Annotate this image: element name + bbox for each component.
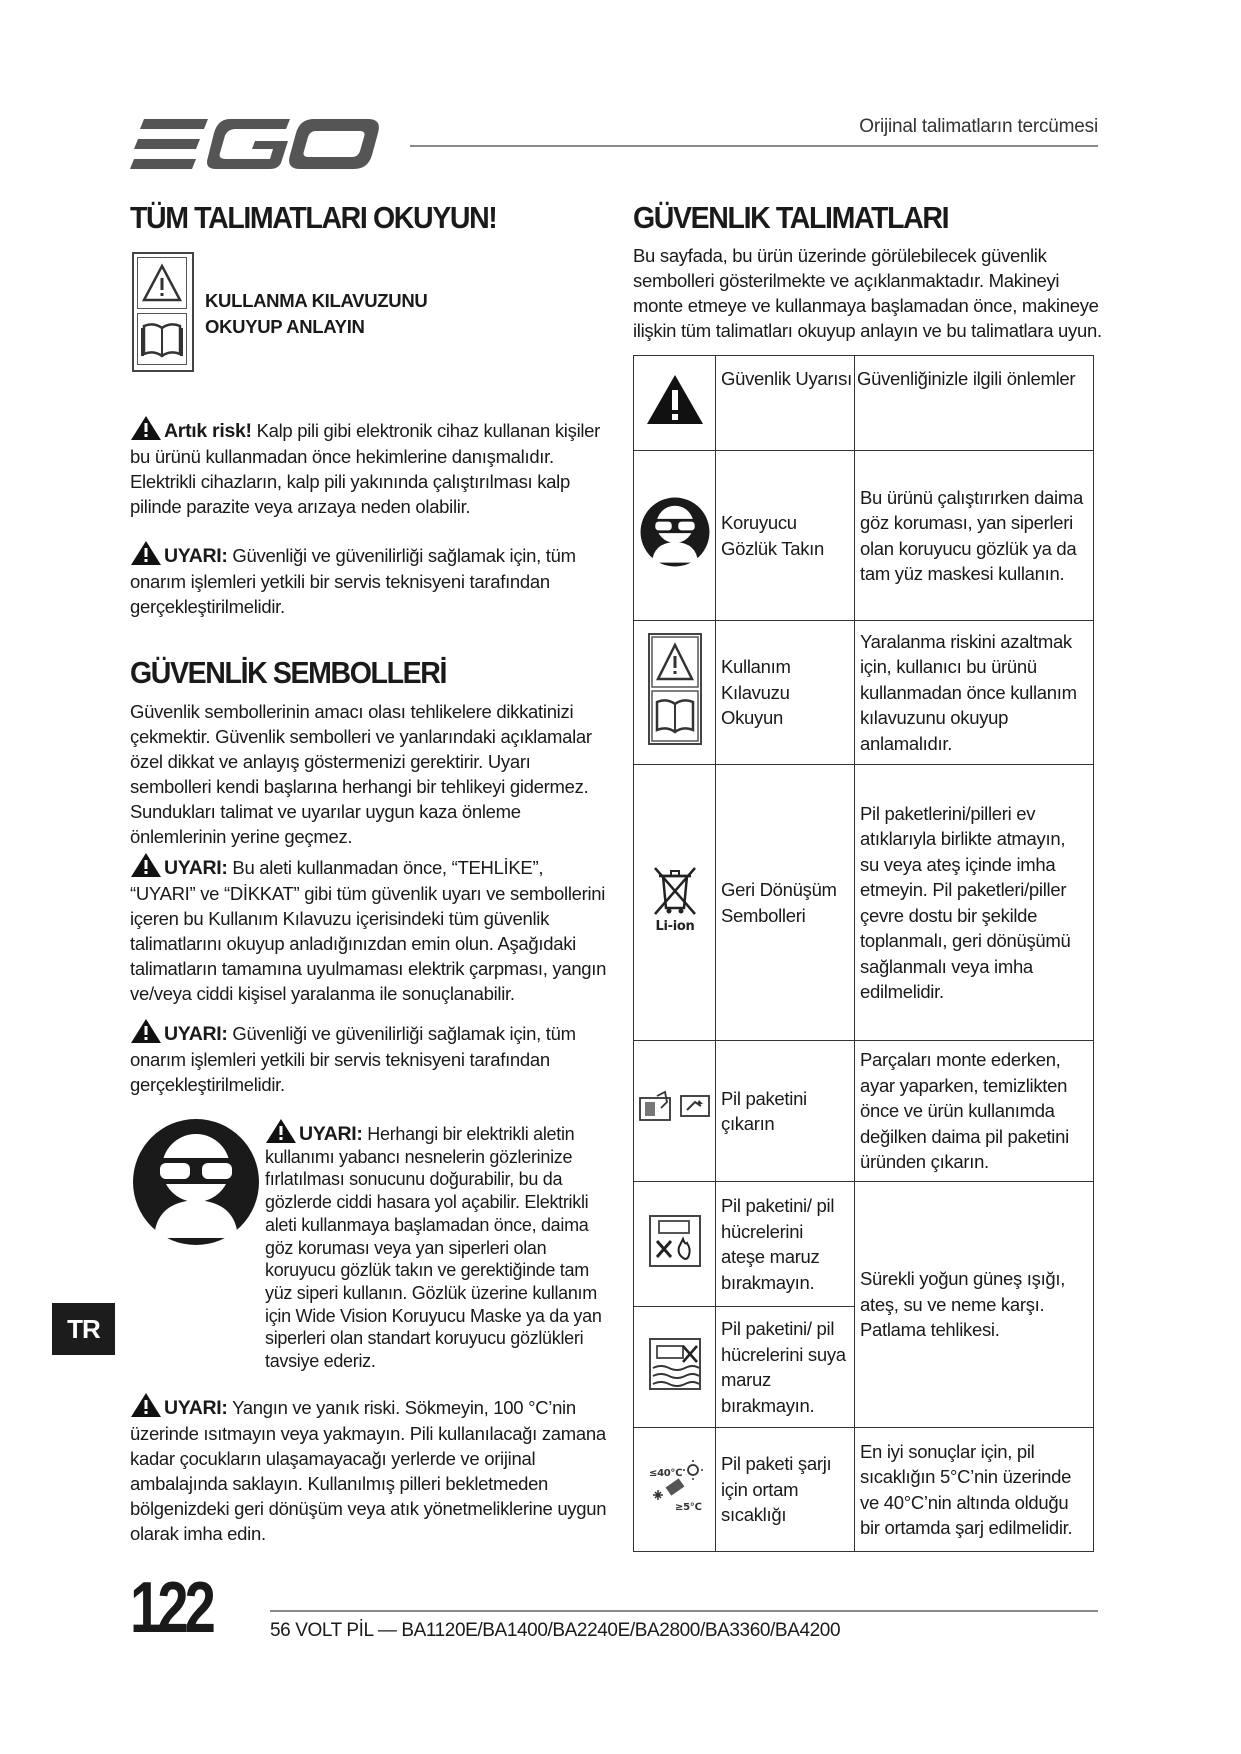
warning-triangle-icon bbox=[138, 258, 186, 308]
symbol-name: Kullanım Kılavuzu Okuyun bbox=[716, 621, 855, 765]
warning-icon bbox=[130, 1392, 162, 1418]
symbol-name: Geri Dönüşüm Sembolleri bbox=[716, 765, 855, 1041]
table-row bbox=[634, 356, 1094, 451]
symbol-name: Pil paketini çıkarın bbox=[716, 1041, 855, 1182]
crossed-bin-recycling-icon bbox=[647, 864, 703, 934]
warning-icon bbox=[130, 540, 162, 566]
fire-burn-warning: UYARI: Yangın ve yanık riski. Sökmeyin, 100 °C’nin üzerinde ısıtmayın veya yakmayın. Pili kullanılacağı zamana kadar çocukların ulaşamayacağı yerlerde ve orijinal ambalajında saklayın. Kullanılmış pilleri bekletmeden bölgenizdeki geri dönüşüm veya atık yönetmeliklerine uygun olarak imha edin. bbox=[130, 1392, 610, 1546]
symbol-description: Yaralanma riskini azaltmak için, kullanıcı bu ürünü kullanmadan önce kullanım kılavuzunu okuyup anlamalıdır. bbox=[855, 621, 1094, 765]
service-warning-1: UYARI: Güvenliği ve güvenilirliği sağlamak için, tüm onarım işlemleri yetkili bir servis teknisyeni tarafından gerçekleştirilmelidir. bbox=[130, 540, 610, 619]
symbol-description: Sürekli yoğun güneş ışığı, ateş, su ve neme karşı. Patlama tehlikesi. bbox=[855, 1182, 1094, 1428]
page-number: 122 bbox=[130, 1568, 213, 1648]
read-all-heading: TÜM TALIMATLARI OKUYUN! bbox=[130, 200, 497, 235]
warning-icon bbox=[130, 852, 162, 878]
safety-instructions-heading: GÜVENLIK TALIMATLARI bbox=[633, 200, 949, 235]
temp-max-label: ≤40℃ bbox=[648, 1468, 682, 1480]
symbol-name: Pil paketini/ pil hücrelerini ateşe maruz bırakmayın. bbox=[716, 1182, 855, 1307]
service-warning-2: UYARI: Güvenliği ve güvenilirliği sağlamak için, tüm onarım işlemleri yetkili bir servis teknisyeni tarafından gerçekleştirilmelidir. bbox=[130, 1018, 610, 1097]
warning-icon bbox=[130, 415, 162, 441]
language-tab: TR bbox=[52, 1303, 115, 1355]
temp-min-label: ≥5℃ bbox=[674, 1502, 702, 1514]
table-row bbox=[634, 1428, 1094, 1552]
charging-temperature-icon bbox=[645, 1458, 705, 1514]
read-manual-icon bbox=[647, 632, 703, 746]
safety-goggles-icon bbox=[132, 1118, 260, 1246]
footer-rule bbox=[270, 1610, 1098, 1612]
safety-goggles-icon bbox=[640, 497, 710, 567]
safety-alert-icon bbox=[645, 372, 705, 428]
remove-battery-icon bbox=[637, 1088, 713, 1128]
table-row bbox=[634, 621, 1094, 765]
table-row bbox=[634, 765, 1094, 1041]
residual-risk-notice: Artık risk! Kalp pili gibi elektronik cihaz kullanan kişiler bu ürünü kullanmadan önce hekimlerine danışmalıdır. Elektrikli cihazların, kalp pili yakınında çalıştırılması kalp pilinde parazite veya arızaya neden olabilir. bbox=[130, 415, 610, 519]
symbol-description: Parçaları monte ederken, ayar yaparken, temizlikten önce ve ürün kullanımda değilken daima pil paketini üründen çıkarın. bbox=[855, 1041, 1094, 1182]
safety-symbols-text: Güvenlik sembollerinin amacı olası tehlikelere dikkatinizi çekmektir. Güvenlik sembolleri ve yanlarındaki açıklamalar özel dikkat ve anlayış göstermenizi gerektirir. Uyarı sembolleri kendi başlarına herhangi bir tehlikeyi gidermez. Sundukları talimat ve uyarılar uygun kaza önleme önlemlerinin yerine geçmez. bbox=[130, 701, 592, 847]
symbol-name: Güvenlik Uyarısı bbox=[716, 356, 855, 451]
read-instructions-warning: UYARI: Bu aleti kullanmadan önce, “TEHLİKE”, “UYARI” ve “DİKKAT” gibi tüm güvenlik uyarı ve sembollerini içeren bu Kullanım Kılavuzu içerisindeki tüm güvenlik talimatlarını okuyup anladığınızdan emin olun. Aşağıdaki talimatların tamamına uyulmaması elektrik çarpması, yangın ve/veya ciddi kişisel yaralanma ile sonuçlanabilir. bbox=[130, 852, 610, 1006]
symbol-name: Koruyucu Gözlük Takın bbox=[716, 451, 855, 621]
symbol-description: Pil paketlerini/pilleri ev atıklarıyla birlikte atmayın, su veya ateş içinde imha etmeyin. Pil paketleri/piller çevre dostu bir şekilde toplanmalı, geri dönüşümü sağlanmalı veya imha edilmelidir. bbox=[855, 765, 1094, 1041]
warning-icon bbox=[130, 1018, 162, 1044]
symbol-name: Pil paketi şarjı için ortam sıcaklığı bbox=[716, 1428, 855, 1552]
eye-protection-warning: UYARI: Herhangi bir elektrikli aletin kullanımı yabancı nesnelerin gözlerinize fırlatılması sonucunu doğurabilir, bu da gözlerde ciddi hasara yol açabilir. Elektrikli aleti kullanmaya başlamadan önce, daima göz koruması veya yan siperleri olan koruyucu gözlük takın ve gerektiğinde tam yüz siperi kullanın. Gözlük üzerine kullanım için Wide Vision Koruyucu Maske ya da yan siperleri olan standart koruyucu gözlükleri tavsiye ederiz. bbox=[265, 1118, 605, 1373]
symbol-name: Pil paketini/ pil hücrelerini suya maruz bırakmayın. bbox=[716, 1307, 855, 1428]
header-rule bbox=[410, 145, 1098, 147]
document-subtitle: Orijinal talimatların tercümesi bbox=[859, 116, 1098, 137]
table-row bbox=[634, 1041, 1094, 1182]
symbol-description: En iyi sonuçlar için, pil sıcaklığın 5°C’nin üzerinde ve 40°C’nin altında olduğu bir ortamda şarj edilmelidir. bbox=[855, 1428, 1094, 1552]
no-fire-battery-icon bbox=[647, 1213, 703, 1269]
li-ion-label: Li-ion bbox=[655, 919, 694, 935]
table-row bbox=[634, 451, 1094, 621]
no-water-battery-icon bbox=[647, 1336, 703, 1392]
symbol-description: Güvenliğinizle ilgili önlemler bbox=[855, 356, 1094, 451]
symbol-description: Bu ürünü çalıştırırken daima göz koruması, yan siperleri olan koruyucu gözlük ya da tam yüz maskesi kullanın. bbox=[855, 451, 1094, 621]
table-row bbox=[634, 1182, 1094, 1307]
product-line: 56 VOLT PİL — BA1120E/BA1400/BA2240E/BA2800/BA3360/BA4200 bbox=[270, 1620, 841, 1641]
ego-logo bbox=[130, 115, 382, 173]
open-book-icon bbox=[138, 314, 186, 364]
read-manual-symbol bbox=[132, 252, 194, 372]
safety-symbols-table bbox=[633, 355, 1094, 1552]
read-manual-label: KULLANMA KILAVUZUNU OKUYUP ANLAYIN bbox=[205, 290, 428, 337]
warning-icon bbox=[265, 1118, 297, 1144]
safety-instructions-intro: Bu sayfada, bu ürün üzerinde görülebilecek güvenlik sembolleri gösterilmekte ve açıklanmaktadır. Makineyi monte etmeye ve kullanmaya başlamadan önce, makineye ilişkin tüm talimatları okuyup anlayın ve bu talimatlara uyun. bbox=[633, 245, 1102, 341]
safety-symbols-heading: GÜVENLİK SEMBOLLERİ bbox=[130, 655, 447, 690]
